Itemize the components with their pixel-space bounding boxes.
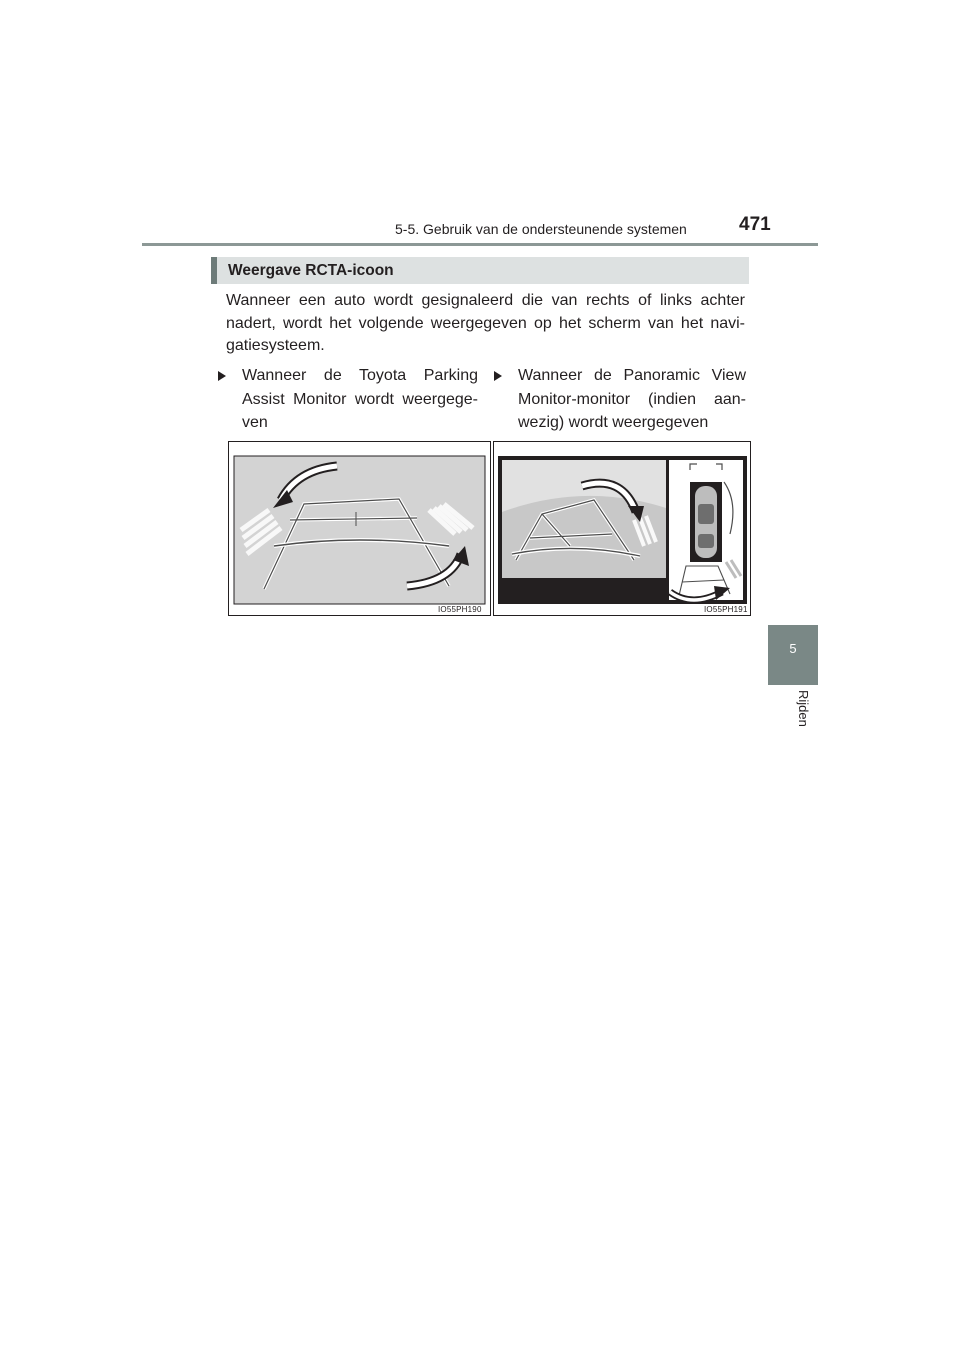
section-heading-text: Weergave RCTA-icoon <box>228 262 394 279</box>
panoramic-view-illustration <box>494 442 750 615</box>
bullet-text: Wanneer de Toyota Parking Assist Monitor wordt weergegeven <box>242 367 478 431</box>
chapter-title: Rijden <box>796 690 811 727</box>
chapter-number: 5 <box>789 641 797 656</box>
figure-code: IO55PH190 <box>438 605 482 614</box>
figure-panoramic-view <box>493 441 751 616</box>
heading-accent-bar <box>211 257 217 284</box>
running-header-section: 5-5. Gebruik van de ondersteunende systemen <box>395 221 687 237</box>
bullet-text: Wanneer de Panoramic View Monitor-monitor (indien aanwezig) wordt weergegeven <box>518 367 746 431</box>
section-heading <box>211 257 749 284</box>
parking-assist-illustration <box>229 442 490 615</box>
page-number: 471 <box>739 214 771 235</box>
figure-code: IO55PH191 <box>704 605 748 614</box>
figure-parking-assist <box>228 441 491 616</box>
bullet-triangle-icon <box>218 371 226 381</box>
bullet-triangle-icon <box>494 371 502 381</box>
intro-paragraph: Wanneer een auto wordt gesignaleerd die van rechts of links achter nadert, wordt het volgende weergegeven op het scherm van het navigatiesysteem. <box>226 292 745 354</box>
header-divider <box>142 243 818 246</box>
